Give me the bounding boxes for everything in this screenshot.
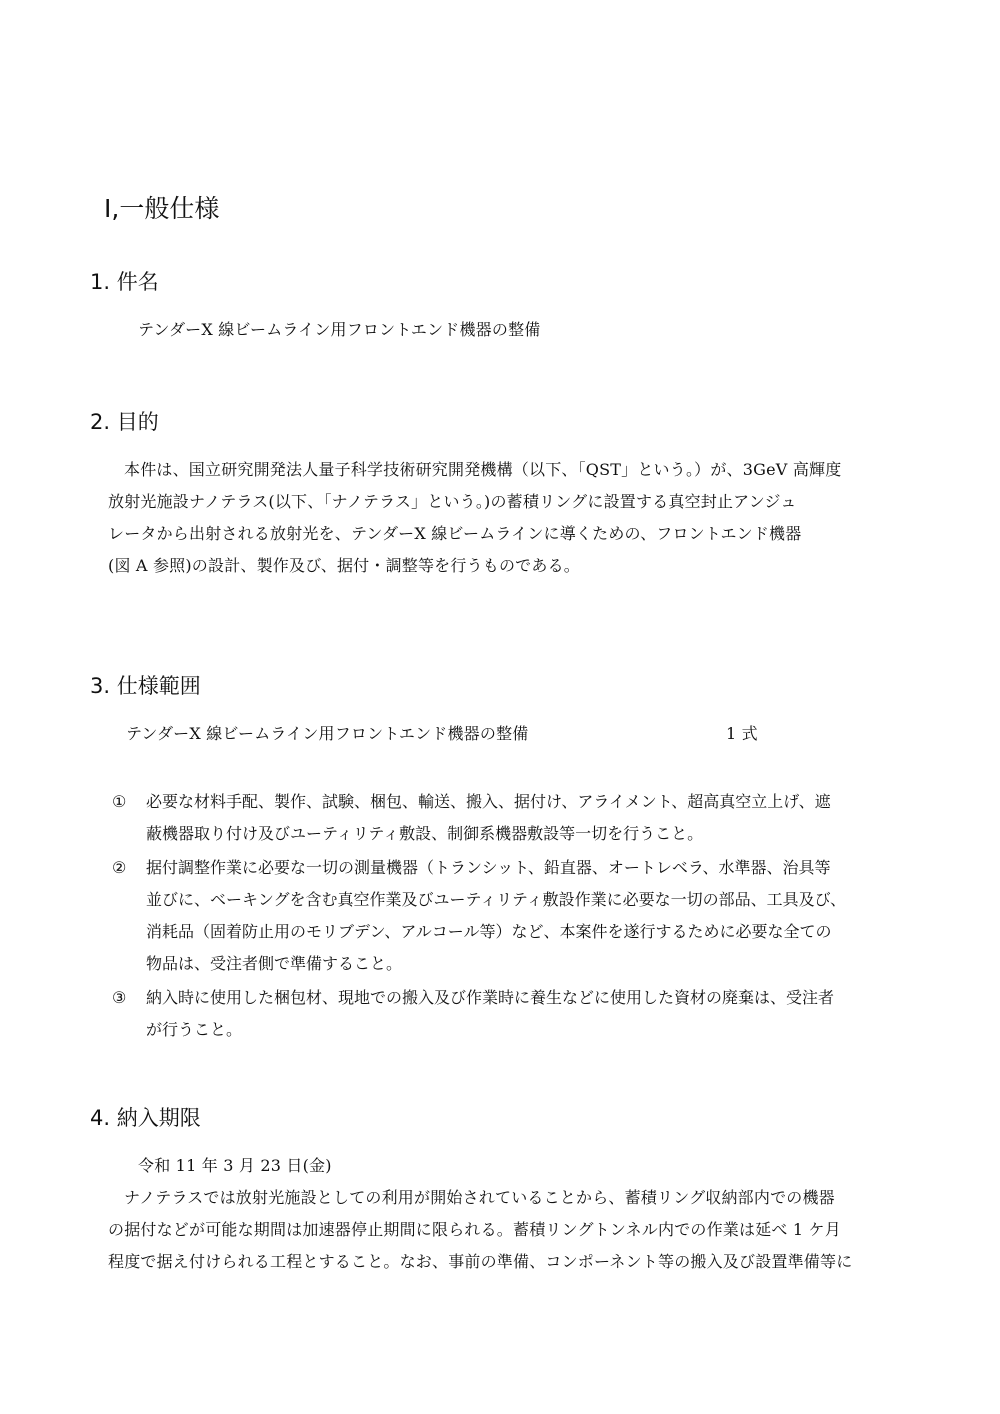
section-2-line-4: (図 A 参照)の設計、製作及び、据付・調整等を行うものである。 bbox=[108, 556, 580, 575]
scope-quantity: 1 式 bbox=[726, 724, 758, 743]
section-2-line-1: 本件は、国立研究開発法人量子科学技術研究開発機構（以下、「QST」という。）が、3GeV 高輝度 bbox=[124, 460, 842, 479]
page-title: I,一般仕様 bbox=[104, 194, 220, 223]
list-marker: ② bbox=[112, 858, 127, 877]
list-item-line: 納入時に使用した梱包材、現地での搬入及び作業時に養生などに使用した資材の廃棄は、受注者 bbox=[146, 988, 835, 1007]
list-item-line: 並びに、ベーキングを含む真空作業及びユーティリティ敷設作業に必要な一切の部品、工具及び、 bbox=[146, 890, 847, 909]
section-3-heading: 3. 仕様範囲 bbox=[90, 674, 201, 698]
section-1-heading: 1. 件名 bbox=[90, 270, 159, 294]
list-item bbox=[112, 982, 912, 1046]
list-item-line: 必要な材料手配、製作、試験、梱包、輸送、搬入、据付け、アライメント、超高真空立上げ、遮 bbox=[146, 792, 831, 811]
section-4-heading: 4. 納入期限 bbox=[90, 1106, 201, 1130]
section-2-line-3: レータから出射される放射光を、テンダーX 線ビームラインに導くための、フロントエンド機器 bbox=[108, 524, 802, 543]
section-4-line-3: 程度で据え付けられる工程とすること。なお、事前の準備、コンポーネント等の搬入及び設置準備等に bbox=[108, 1252, 853, 1271]
list-item-line: 据付調整作業に必要な一切の測量機器（トランシット、鉛直器、オートレベラ、水準器、治具等 bbox=[146, 858, 831, 877]
delivery-date: 令和 11 年 3 月 23 日(金) bbox=[138, 1156, 332, 1175]
list-item bbox=[112, 852, 912, 980]
list-item-line: 蔽機器取り付け及びユーティリティ敷設、制御系機器敷設等一切を行うこと。 bbox=[146, 824, 704, 843]
section-4-line-1: ナノテラスでは放射光施設としての利用が開始されていることから、蓄積リング収納部内での機器 bbox=[124, 1188, 835, 1207]
section-4-line-2: の据付などが可能な期間は加速器停止期間に限られる。蓄積リングトンネル内での作業は延べ 1 ケ月 bbox=[108, 1220, 841, 1239]
section-2-heading: 2. 目的 bbox=[90, 410, 159, 434]
scope-item: テンダーX 線ビームライン用フロントエンド機器の整備 bbox=[126, 724, 529, 743]
list-marker: ③ bbox=[112, 988, 127, 1007]
list-item-line: 消耗品（固着防止用のモリブデン、アルコール等）など、本案件を遂行するために必要な全ての bbox=[146, 922, 832, 941]
list-item-line: 物品は、受注者側で準備すること。 bbox=[146, 954, 403, 973]
list-item-line: が行うこと。 bbox=[146, 1020, 243, 1039]
section-1-text: テンダーX 線ビームライン用フロントエンド機器の整備 bbox=[138, 320, 541, 339]
list-marker: ① bbox=[112, 792, 127, 811]
section-2-line-2: 放射光施設ナノテラス(以下、「ナノテラス」という。)の蓄積リングに設置する真空封止アンジュ bbox=[108, 492, 797, 511]
list-item bbox=[112, 786, 912, 850]
